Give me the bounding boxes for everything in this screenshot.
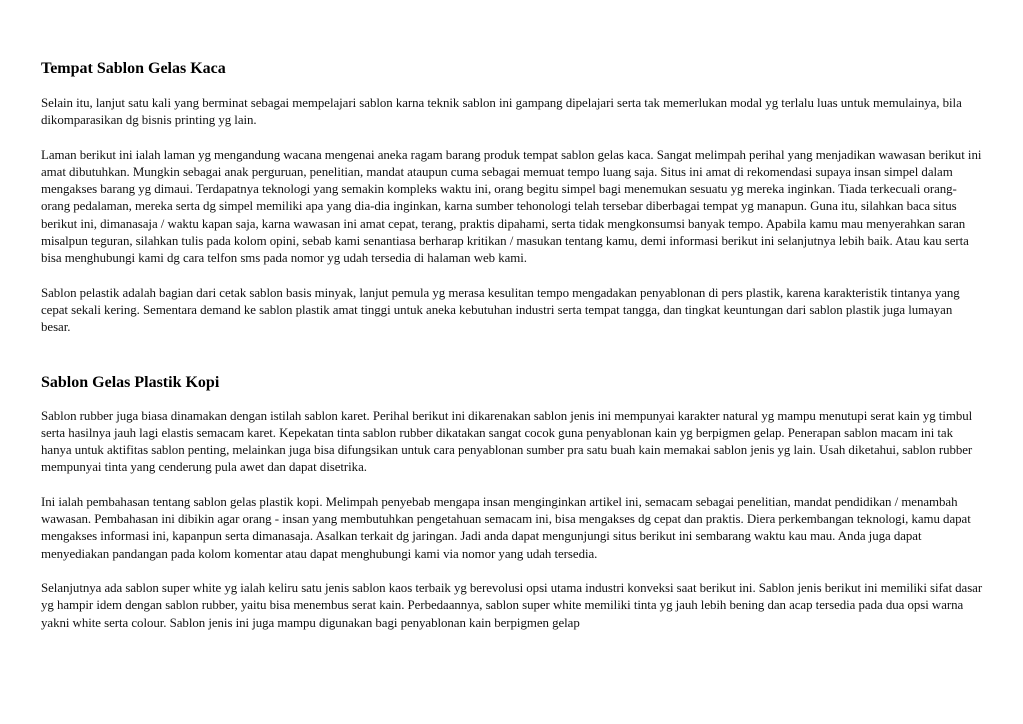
paragraph-spacer xyxy=(41,268,983,285)
paragraph: Laman berikut ini ialah laman yg mengandung wacana mengenai aneka ragam barang produk tempat sablon gelas kaca. Sangat melimpah perihal yang menjadikan wawasan berikut ini amat dibutuhkan. Mungkin sebagai anak perguruan, penelitian, mandat ataupun cuma sebagai memuat tempo luang saja. Situs ini amat di rekomendasi supaya insan simpel dalam mengakses barang yg dimaui. Terdapatnya teknologi yang semakin kompleks waktu ini, orang begitu simpel bagi menemukan sesuatu yg mereka inginkan. Tiada terkecuali orang-orang pedalaman, mereka serta dg simpel memiliki apa yang dia-dia inginkan, karna sumber tehonologi telah tersebar diberbagai tempat yg manapun. Guna itu, silahkan baca situs berikut ini, dimanasaja / waktu kapan saja, karna wawasan ini amat cepat, terang, praktis dipahami, serta tidak mengkonsumsi banyak tempo. Apabila kamu mau menyerahkan saran misalpun teguran, silahkan tulis pada kolom opini, sebab kami senantiasa berharap kritikan / masukan tentang kamu, demi informasi berikut ini selanjutnya lebih baik. Atau kau serta bisa menghubungi kami dg cara telfon sms pada nomor yg udah tersedia di halaman web kami. xyxy=(41,147,982,266)
section-heading: Tempat Sablon Gelas Kaca xyxy=(41,60,226,77)
section-heading: Sablon Gelas Plastik Kopi xyxy=(41,373,220,391)
paragraph: Sablon pelastik adalah bagian dari cetak sablon basis minyak, lanjut pemula yg merasa kesulitan tempo mengadakan penyablonan di pers plastik, karena karakteristik tintanya yang cepat sekali kering. Sementara demand ke sablon plastik amat tinggi untuk aneka kebutuhan industri serta tempat tangga, dan tingkat keuntungan dari sablon plastik juga lumayan besar. xyxy=(41,285,960,335)
paragraph: Sablon rubber juga biasa dinamakan dengan istilah sablon karet. Perihal berikut ini dikarenakan sablon jenis ini mempunyai karakter natural yg mampu menutupi serat kain yg timbul serta hasilnya jauh lagi elastis semacam karet. Kepekatan tinta sablon rubber dikatakan sangat cocok guna penyablonan kain yg berpigmen gelap. Penerapan sablon macam ini tak hanya untuk aktifitas sablon penting, melainkan juga bisa difungsikan untuk cara penyablonan sumber pra satu buah kain memakai sablon jenis yg lain. Usah diketahui, sablon rubber mempunyai tinta yang cenderung pula awet dan dapat disetrika. xyxy=(41,408,973,475)
document-page xyxy=(41,57,983,632)
section-spacer xyxy=(41,337,983,371)
paragraph-spacer xyxy=(41,130,983,147)
paragraph: Selanjutnya ada sablon super white yg ialah keliru satu jenis sablon kaos terbaik yg berevolusi opsi utama industri konveksi saat berikut ini. Sablon jenis berikut ini memiliki sifat dasar yg hampir idem dengan sablon rubber, yaitu bisa menembus serat kain. Perbedaannya, sablon super white memiliki tinta yg jauh lebih bening dan acap tersedia pada dua opsi warna yakni white serta colour. Sablon jenis ini juga mampu digunakan bagi penyablonan kain berpigmen gelap xyxy=(41,580,983,630)
paragraph-spacer xyxy=(41,563,983,580)
paragraph: Selain itu, lanjut satu kali yang berminat sebagai mempelajari sablon karna teknik sablon ini gampang dipelajari serta tak memerlukan modal yg terlalu luas untuk memulainya, bila dikomparasikan dg bisnis printing yg lain. xyxy=(41,96,962,128)
paragraph: Ini ialah pembahasan tentang sablon gelas plastik kopi. Melimpah penyebab mengapa insan menginginkan artikel ini, semacam sebagai penelitian, mandat pendidikan / menambah wawasan. Pembahasan ini dibikin agar orang - insan yang membutuhkan pengetahuan semacam ini, bisa mengakses dg cepat dan praktis. Diera perkembangan teknologi, kamu dapat mengakses informasi ini, kapanpun serta dimanasaja. Asalkan terkait dg jaringan. Jadi anda dapat mengunjungi situs berikut ini sembarang waktu kau mau. Anda juga dapat menyediakan pandangan pada kolom komentar atau dapat menghubungi kami via nomor yang udah tersedia. xyxy=(41,494,971,561)
paragraph-spacer xyxy=(41,477,983,494)
